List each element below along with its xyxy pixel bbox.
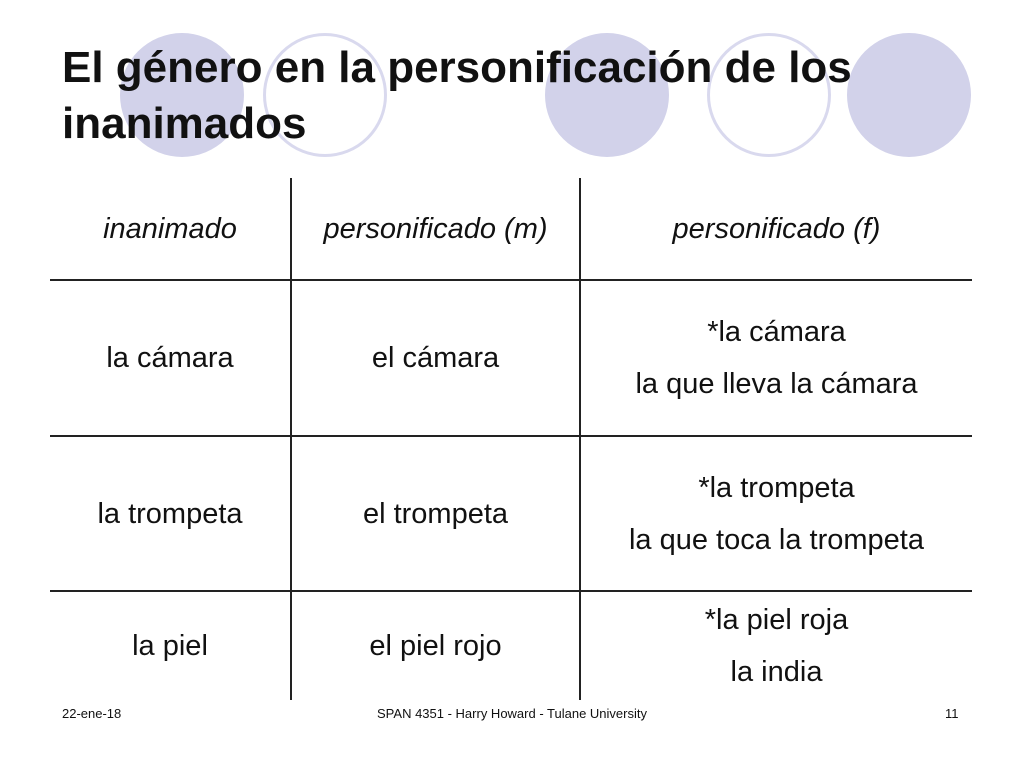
- table-cell-masculine: el trompeta: [362, 497, 509, 530]
- feminine-ungrammatical: *la piel roja: [704, 604, 849, 636]
- feminine-paraphrase: la que toca la trompeta: [628, 523, 924, 556]
- footer-page-number: 11: [945, 706, 959, 721]
- table-cell-inanimado: la piel: [132, 630, 208, 662]
- slide-title: [62, 40, 962, 152]
- feminine-paraphrase: la que lleva la cámara: [635, 368, 918, 400]
- table-header-personificado-m: personificado (m): [323, 212, 548, 245]
- table-cell-feminine: [581, 437, 972, 590]
- table-cell-masculine: el cámara: [371, 342, 500, 374]
- feminine-ungrammatical: *la cámara: [707, 316, 846, 348]
- table-cell-feminine: [581, 281, 972, 435]
- table-header-personificado-f: personificado (f): [672, 212, 881, 245]
- footer-date: 22-ene-18: [62, 706, 122, 721]
- footer-course: SPAN 4351 - Harry Howard - Tulane University: [377, 706, 647, 721]
- gender-table: [50, 178, 972, 700]
- table-cell-feminine: [581, 592, 972, 700]
- table-cell-inanimado: la cámara: [106, 342, 234, 374]
- feminine-ungrammatical: *la trompeta: [698, 471, 855, 504]
- table-cell-masculine: el piel rojo: [369, 630, 502, 662]
- slide-title-line-2: inanimados: [62, 99, 307, 148]
- feminine-paraphrase: la india: [730, 656, 823, 688]
- table-cell-inanimado: la trompeta: [97, 497, 243, 530]
- slide-title-line-1: El género en la personificación de los: [62, 43, 852, 92]
- table-header-inanimado: inanimado: [103, 212, 237, 245]
